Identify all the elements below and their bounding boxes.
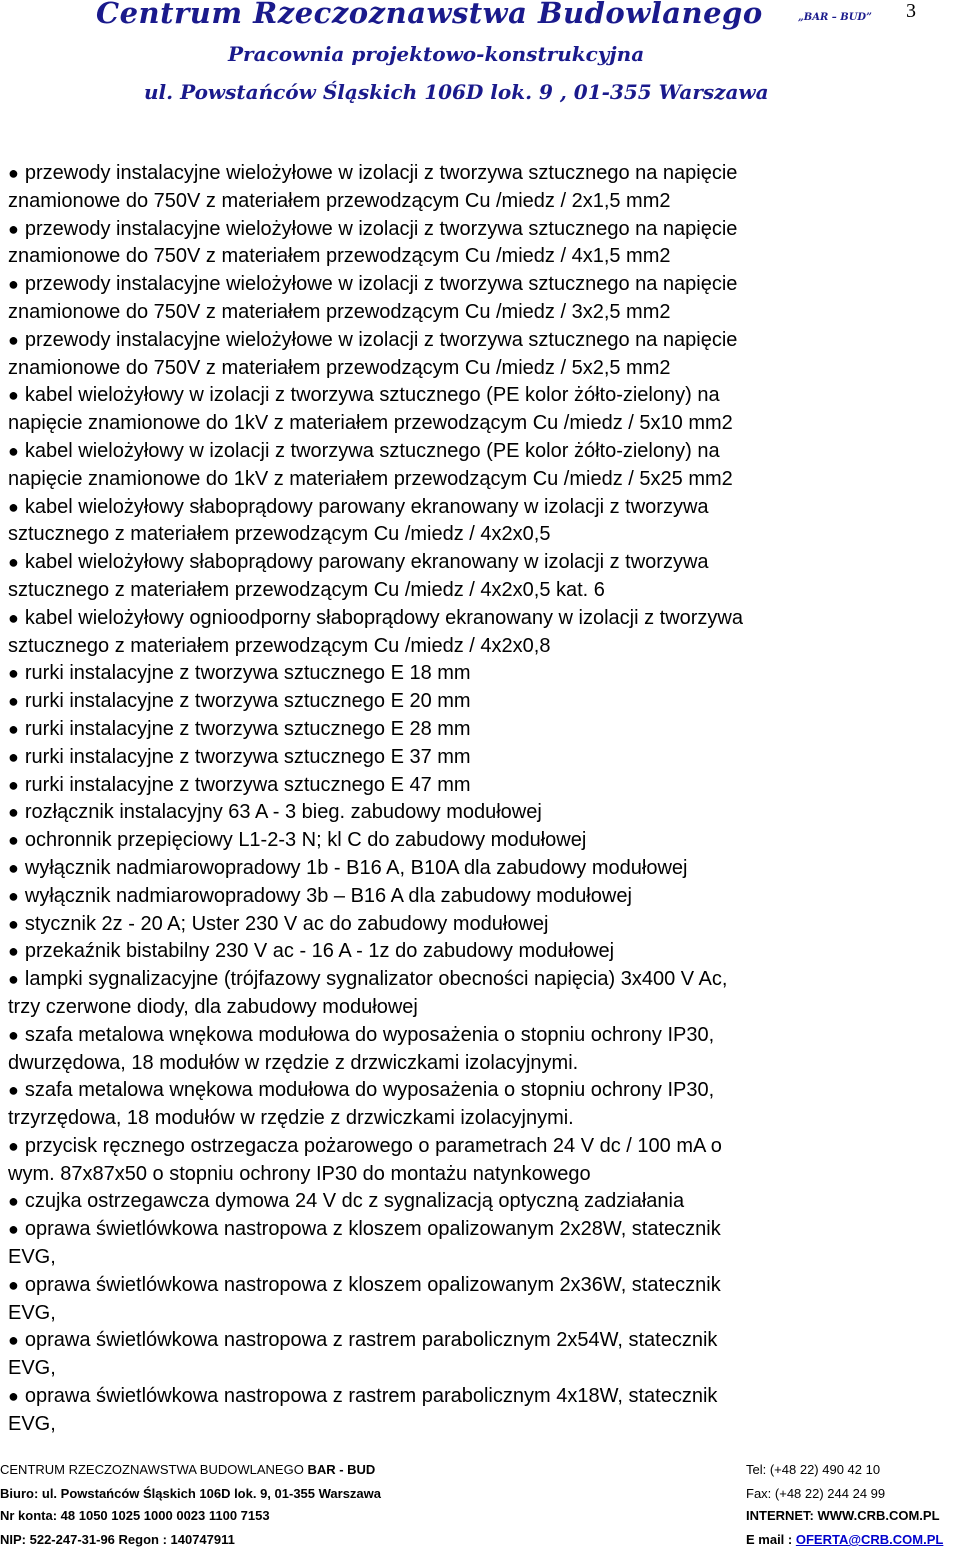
- bullet-icon: ●: [8, 552, 19, 573]
- bullet-icon: ●: [8, 1024, 19, 1045]
- bullet-icon: ●: [8, 857, 19, 878]
- list-item: [8, 438, 958, 494]
- list-item: [8, 494, 958, 550]
- list-item: [8, 855, 958, 883]
- bullet-icon: ●: [8, 496, 19, 517]
- bullet-icon: ●: [8, 830, 19, 851]
- list-item: [8, 660, 958, 688]
- list-item: [8, 827, 958, 855]
- list-item: [8, 1272, 958, 1328]
- list-item-text: kabel wielożyłowy ognioodporny słaboprądowy ekranowany w izolacji z tworzywa sztucznego z materiałem przewodzącym Cu /miedz / 4x2x0,8: [8, 606, 743, 657]
- list-item-text: przewody instalacyjne wielożyłowe w izolacji z tworzywa sztucznego na napięcie znamionowe do 750V z materiałem przewodzącym Cu /miedz / 2x1,5 mm2: [8, 162, 738, 212]
- bullet-icon: ●: [8, 385, 19, 406]
- list-item-text: rurki instalacyjne z tworzywa sztucznego E 20 mm: [24, 690, 471, 713]
- list-item-text: wyłącznik nadmiarowopradowy 1b - B16 A, B10A dla zabudowy modułowej: [24, 856, 688, 879]
- email-link[interactable]: OFERTA@CRB.COM.PL: [795, 1532, 944, 1547]
- list-item-text: rurki instalacyjne z tworzywa sztucznego E 18 mm: [24, 662, 471, 685]
- list-item-text: przewody instalacyjne wielożyłowe w izolacji z tworzywa sztucznego na napięcie znamionowe do 750V z materiałem przewodzącym Cu /miedz / 4x1,5 mm2: [8, 217, 738, 268]
- bullet-icon: ●: [8, 163, 19, 183]
- list-item: [8, 327, 958, 383]
- list-item: [8, 688, 958, 716]
- list-item: [8, 1022, 958, 1078]
- footer-tel: Tel: (+48 22) 490 42 10: [746, 1462, 881, 1477]
- list-item-text: kabel wielożyłowy słaboprądowy parowany ekranowany w izolacji z tworzywa sztucznego z materiałem przewodzącym Cu /miedz / 4x2x0,5: [8, 495, 709, 546]
- list-item: [8, 716, 958, 744]
- list-item: [8, 772, 958, 800]
- bullet-icon: ●: [8, 1386, 19, 1407]
- list-item-text: kabel wielożyłowy w izolacji z tworzywa sztucznego (PE kolor żółto-zielony) na napięcie znamionowe do 1kV z materiałem przewodzącym Cu /miedz / 5x10 mm2: [8, 384, 733, 435]
- list-item-text: kabel wielożyłowy w izolacji z tworzywa sztucznego (PE kolor żółto-zielony) na napięcie znamionowe do 1kV z materiałem przewodzącym Cu /miedz / 5x25 mm2: [8, 439, 733, 490]
- footer-nip: NIP: 522-247-31-96 Regon : 140747911: [0, 1532, 235, 1547]
- list-item-text: przewody instalacyjne wielożyłowe w izolacji z tworzywa sztucznego na napięcie znamionowe do 750V z materiałem przewodzącym Cu /miedz / 3x2,5 mm2: [8, 273, 738, 323]
- list-item: [8, 938, 958, 966]
- footer-email: E mail : OFERTA@CRB.COM.PL: [746, 1532, 944, 1547]
- list-item-text: lampki sygnalizacyjne (trójfazowy sygnalizator obecności napięcia) 3x400 V Ac, trzy czerwone diody, dla zabudowy modułowej: [8, 968, 728, 1018]
- bullet-icon: ●: [8, 885, 19, 906]
- list-item: [8, 216, 958, 272]
- list-item-text: szafa metalowa wnękowa modułowa do wyposażenia o stopniu ochrony IP30, dwurzędowa, 18 modułów w rzędzie z drzwiczkami izolacyjnymi.: [8, 1023, 715, 1074]
- company-title: Centrum Rzeczoznawstwa Budowlanego: [96, 0, 763, 30]
- footer-company: CENTRUM RZECZOZNAWSTWA BUDOWLANEGO BAR - BUD: [0, 1462, 376, 1477]
- list-item-text: przekaźnik bistabilny 230 V ac - 16 A - 1z do zabudowy modułowej: [24, 940, 615, 963]
- bullet-icon: ●: [8, 969, 19, 990]
- bullet-icon: ●: [8, 1330, 19, 1351]
- bullet-icon: ●: [8, 1274, 19, 1295]
- bullet-icon: ●: [8, 607, 19, 628]
- list-item: [8, 966, 958, 1022]
- list-item: [8, 883, 958, 911]
- list-item-text: kabel wielożyłowy słaboprądowy parowany ekranowany w izolacji z tworzywa sztucznego z materiałem przewodzącym Cu /miedz / 4x2x0,5 kat. 6: [8, 551, 709, 601]
- page-number: 3: [906, 0, 916, 22]
- bullet-icon: ●: [8, 1219, 19, 1240]
- list-item: [8, 1133, 958, 1189]
- bullet-icon: ●: [8, 691, 19, 712]
- list-item-text: ochronnik przepięciowy L1-2-3 N; kl C do zabudowy modułowej: [24, 829, 587, 852]
- list-item: [8, 799, 958, 827]
- footer-internet[interactable]: INTERNET: WWW.CRB.COM.PL: [746, 1508, 940, 1523]
- bullet-icon: ●: [8, 663, 19, 684]
- bullet-icon: ●: [8, 802, 19, 823]
- list-item-text: rurki instalacyjne z tworzywa sztucznego E 28 mm: [24, 717, 471, 740]
- list-item-text: oprawa świetlówkowa nastropowa z rastrem parabolicznym 2x54W, statecznik EVG,: [8, 1329, 718, 1380]
- list-item: [8, 1383, 958, 1439]
- company-address: ul. Powstańców Śląskich 106D lok. 9 , 01-355 Warszawa: [144, 80, 769, 104]
- list-item: [8, 911, 958, 939]
- list-item-text: oprawa świetlówkowa nastropowa z kloszem opalizowanym 2x28W, statecznik EVG,: [8, 1218, 721, 1269]
- company-brand: „BAR – BUD”: [798, 12, 872, 23]
- footer-office: Biuro: ul. Powstańców Śląskich 106D lok. 9, 01-355 Warszawa: [0, 1486, 381, 1501]
- list-item: [8, 1188, 958, 1216]
- bullet-icon: ●: [8, 1135, 19, 1156]
- list-item: [8, 549, 958, 605]
- list-item-text: wyłącznik nadmiarowopradowy 3b – B16 A dla zabudowy modułowej: [24, 884, 632, 907]
- bullet-icon: ●: [8, 718, 19, 739]
- page-header: [0, 0, 960, 120]
- page-footer: [0, 1456, 960, 1553]
- materials-list: [8, 160, 958, 1439]
- list-item-text: szafa metalowa wnękowa modułowa do wyposażenia o stopniu ochrony IP30, trzyrzędowa, 18 modułów w rzędzie z drzwiczkami izolacyjnymi.: [8, 1079, 715, 1130]
- bullet-icon: ●: [8, 440, 19, 461]
- footer-account: Nr konta: 48 1050 1025 1000 0023 1100 7153: [0, 1508, 270, 1523]
- list-item: [8, 382, 958, 438]
- bullet-icon: ●: [8, 941, 19, 962]
- list-item: [8, 744, 958, 772]
- list-item: [8, 1077, 958, 1133]
- list-item-text: rurki instalacyjne z tworzywa sztucznego E 47 mm: [24, 773, 471, 796]
- bullet-icon: ●: [8, 1191, 19, 1212]
- footer-fax: Fax: (+48 22) 244 24 99: [746, 1486, 886, 1501]
- list-item: [8, 605, 958, 661]
- list-item: [8, 1216, 958, 1272]
- list-item-text: rozłącznik instalacyjny 63 A - 3 bieg. zabudowy modułowej: [24, 801, 542, 824]
- list-item: [8, 1327, 958, 1383]
- list-item-text: rurki instalacyjne z tworzywa sztucznego E 37 mm: [24, 745, 471, 768]
- list-item: [8, 160, 958, 216]
- bullet-icon: ●: [8, 218, 19, 239]
- bullet-icon: ●: [8, 746, 19, 767]
- bullet-icon: ●: [8, 774, 19, 795]
- list-item-text: oprawa świetlówkowa nastropowa z kloszem opalizowanym 2x36W, statecznik EVG,: [8, 1273, 721, 1324]
- list-item-text: przewody instalacyjne wielożyłowe w izolacji z tworzywa sztucznego na napięcie znamionowe do 750V z materiałem przewodzącym Cu /miedz / 5x2,5 mm2: [8, 328, 738, 379]
- list-item-text: oprawa świetlówkowa nastropowa z rastrem parabolicznym 4x18W, statecznik EVG,: [8, 1385, 718, 1435]
- bullet-icon: ●: [8, 1080, 19, 1101]
- list-item-text: czujka ostrzegawcza dymowa 24 V dc z sygnalizacją optyczną zadziałania: [24, 1190, 685, 1213]
- bullet-icon: ●: [8, 329, 19, 350]
- bullet-icon: ●: [8, 274, 19, 295]
- list-item-text: przycisk ręcznego ostrzegacza pożarowego o parametrach 24 V dc / 100 mA o wym. 87x87x50 o stopniu ochrony IP30 do montażu natynkowego: [8, 1134, 722, 1185]
- bullet-icon: ●: [8, 913, 19, 934]
- list-item: [8, 271, 958, 327]
- company-subtitle: Pracownia projektowo-konstrukcyjna: [228, 42, 645, 66]
- list-item-text: stycznik 2z - 20 A; Uster 230 V ac do zabudowy modułowej: [24, 912, 549, 935]
